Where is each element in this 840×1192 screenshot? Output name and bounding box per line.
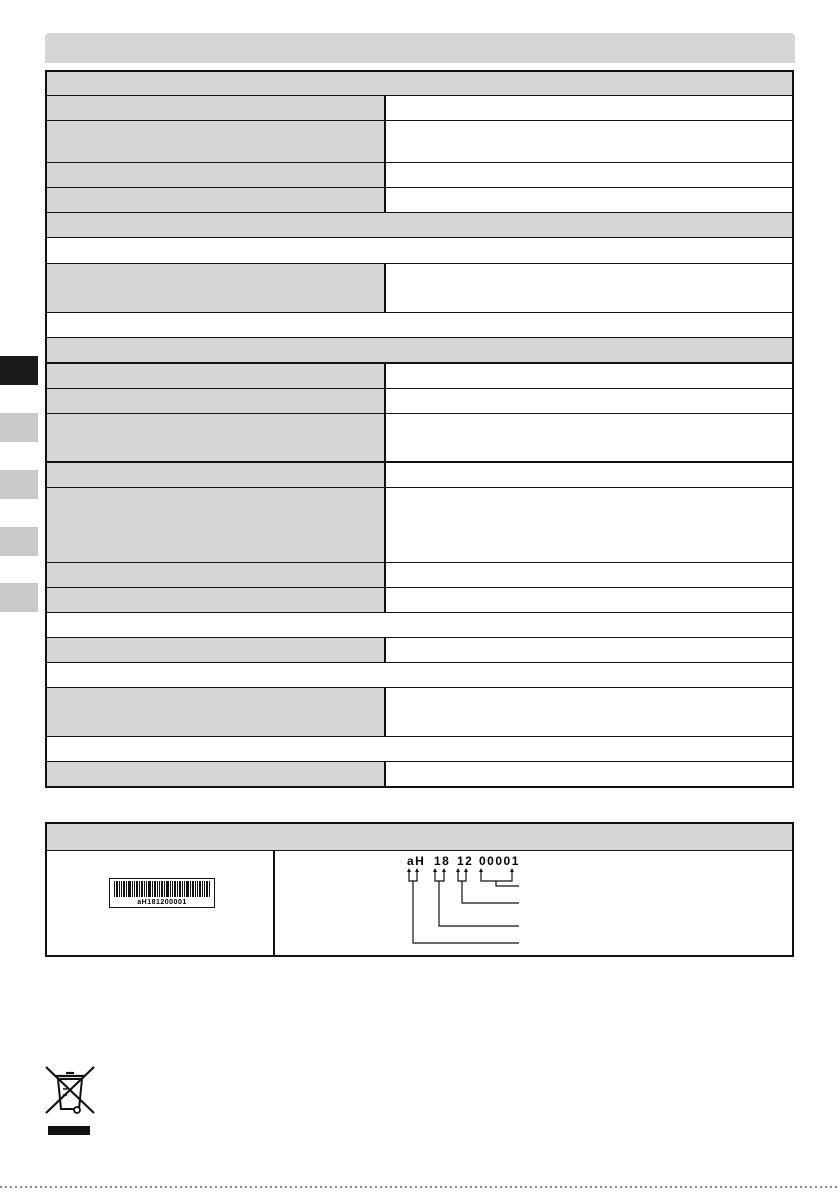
table-row: [47, 688, 792, 737]
table-row: [47, 389, 792, 414]
barcode-number: aH181200001: [137, 899, 187, 906]
table-row: [47, 121, 792, 163]
language-tab-active[interactable]: [0, 356, 38, 385]
table-section-header: [47, 338, 792, 364]
serial-part-year: 18: [434, 854, 451, 868]
serial-part-model: aH: [407, 854, 426, 868]
barcode-icon: [110, 881, 214, 899]
page-bottom-border: [0, 1186, 840, 1188]
language-tab[interactable]: [0, 527, 38, 556]
table-subheader: [47, 663, 792, 688]
table-row: [47, 264, 792, 313]
barcode-label: [109, 878, 215, 908]
table-row: [47, 188, 792, 213]
table-row: [47, 96, 792, 121]
table-row: [47, 163, 792, 188]
table-row: [47, 638, 792, 663]
serial-table-header: [47, 824, 792, 851]
specifications-table: [45, 70, 794, 788]
section-title-bar: [45, 33, 795, 63]
crossed-out-wheelie-bin-icon: [44, 1065, 96, 1137]
table-row: [47, 463, 792, 488]
language-tab[interactable]: [0, 470, 38, 499]
serial-breakdown-lines: [275, 851, 796, 957]
table-subheader: [47, 613, 792, 638]
table-row: [47, 414, 792, 463]
serial-part-month: 12: [457, 854, 474, 868]
table-section-header: [47, 72, 792, 96]
table-row: [47, 364, 792, 389]
language-tab[interactable]: [0, 413, 38, 442]
table-subheader: [47, 313, 792, 338]
serial-number-table: [45, 822, 794, 957]
serial-part-sequence: 00001: [479, 854, 520, 868]
language-tab[interactable]: [0, 583, 38, 612]
table-row: [47, 563, 792, 588]
table-subheader: [47, 737, 792, 762]
serial-breakdown-cell: [275, 851, 792, 955]
table-section-header: [47, 213, 792, 238]
table-row: [47, 762, 792, 786]
barcode-cell: [47, 851, 275, 955]
table-subheader: [47, 238, 792, 264]
table-row: [47, 488, 792, 563]
table-row: [47, 588, 792, 613]
